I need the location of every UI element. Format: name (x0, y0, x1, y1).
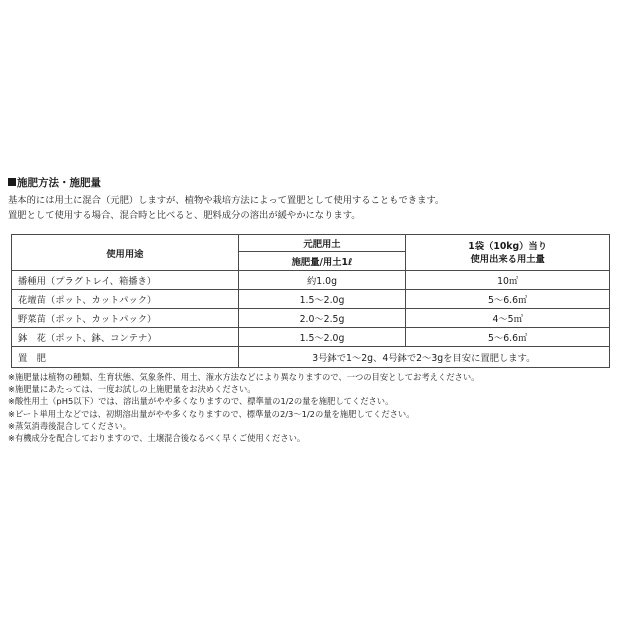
table-row (12, 290, 610, 309)
row-use: 鉢 花（ポット、鉢、コンテナ） (12, 328, 239, 347)
note-item: ※施肥量は植物の種類、生育状態、気象条件、用土、潅水方法などにより異なりますので、一つの目安としてお考えください。 (8, 372, 480, 382)
intro-line-1: 基本的には用土に混合（元肥）しますが、植物や栽培方法によって置肥として使用することもできます。 (8, 195, 445, 206)
header-bag-line2: 使用出来る用土量 (470, 253, 545, 265)
table-row (12, 328, 610, 347)
note-item: ※酸性用土（pH5以下）では、溶出量がやや多くなりますので、標準量の1/2の量を施肥してください。 (8, 396, 394, 407)
table-header-row (12, 235, 610, 252)
row-soil: 5～6.6㎥ (406, 290, 610, 309)
header-bag-line1: 1袋（10kg）当り (468, 240, 548, 252)
row-amount: 1.5～2.0g (238, 328, 406, 347)
section-heading (8, 176, 612, 190)
intro-line-2: 置肥として使用する場合、混合時と比べると、肥料成分の溶出が緩やかになります。 (8, 210, 361, 221)
row-use: 花壇苗（ポット、カットパック） (12, 290, 239, 309)
header-base-group: 元肥用土 (238, 235, 406, 252)
table-row (12, 271, 610, 290)
fertilization-document (8, 176, 612, 444)
row-amount: 2.0～2.5g (238, 309, 406, 328)
note-item: ※有機成分を配合しておりますので、土壌混合後なるべく早くご使用ください。 (8, 433, 306, 444)
row-use: 播種用（プラグトレイ、箱播き） (12, 271, 239, 290)
row-top-dressing-text: 3号鉢で1～2g、4号鉢で2～3gを目安に置肥します。 (238, 347, 609, 368)
row-soil: 10㎥ (406, 271, 610, 290)
row-use: 野菜苗（ポット、カットパック） (12, 309, 239, 328)
table-row (12, 309, 610, 328)
section-title-text: 施肥方法・施肥量 (17, 177, 101, 189)
row-soil: 5～6.6㎥ (406, 328, 610, 347)
note-item: ※施肥量にあたっては、一度お試しの上施肥量をお決めください。 (8, 384, 256, 395)
row-amount: 約1.0g (238, 271, 406, 290)
notes-list (8, 371, 612, 444)
header-bag-soil (406, 235, 610, 271)
table-row-top-dressing (12, 347, 610, 368)
row-use: 置 肥 (12, 347, 239, 368)
note-item: ※蒸気消毒後混合してください。 (8, 420, 132, 431)
row-soil: 4～5㎥ (406, 309, 610, 328)
note-item: ※ピート単用土などでは、初期溶出量がやや多くなりますので、標準量の2/3～1/2の量を施肥してください。 (8, 408, 415, 419)
row-amount: 1.5～2.0g (238, 290, 406, 309)
header-use: 使用用途 (12, 235, 239, 271)
fertilizer-rate-table (11, 234, 610, 368)
header-base-sub: 施肥量/用土1ℓ (238, 252, 406, 271)
heading-square-icon (8, 178, 16, 186)
